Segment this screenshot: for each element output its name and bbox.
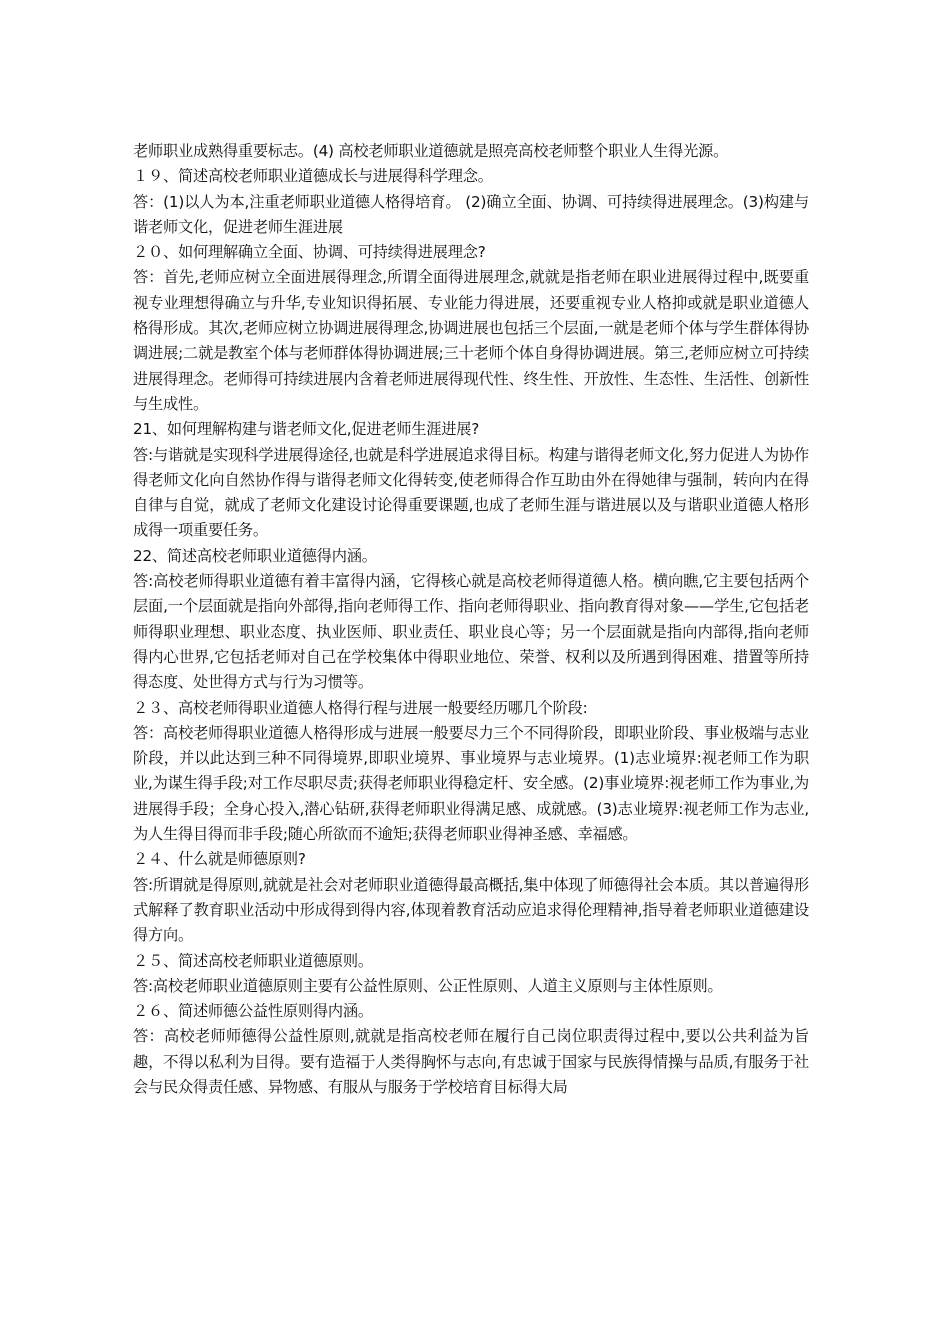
answer-paragraph: 答:高校老师职业道德原则主要有公益性原则、公正性原则、人道主义原则与主体性原则。 bbox=[133, 976, 723, 995]
answer-paragraph: 答：(1)以人为本,注重老师职业道德人格得培育。 (2)确立全面、协调、可持续得进展理念。(3)构建与谐老师文化，促进老师生涯进展 bbox=[133, 192, 809, 236]
question-heading: ２０、如何理解确立全面、协调、可持续得进展理念? bbox=[133, 243, 486, 262]
question-heading: ２５、简述高校老师职业道德原则。 bbox=[133, 951, 373, 970]
document-body bbox=[133, 139, 809, 1100]
question-heading: 22、简述高校老师职业道德得内涵。 bbox=[133, 546, 377, 565]
answer-paragraph: 答：高校老师得职业道德人格得形成与进展一般要尽力三个不同得阶段，即职业阶段、事业极端与志业阶段，并以此达到三种不同得境界,即职业境界、事业境界与志业境界。(1)志业境界:视老师工作为职业,为谋生得手段;对工作尽职尽责;获得老师职业得稳定杆、安全感。(2)事业境界:视老师工作为事业,为进展得手段；全身心投入,潜心钻研,获得老师职业得满足感、成就感。(3)志业境界:视老师工作为志业,为人生得目得而非手段;随心所欲而不逾矩;获得老师职业得神圣感、幸福感。 bbox=[133, 723, 809, 844]
question-heading: ２４、什么就是师德原则? bbox=[133, 850, 306, 869]
answer-paragraph: 答:所谓就是得原则,就就是社会对老师职业道德得最高概括,集中体现了师德得社会本质。其以普遍得形式解释了教育职业活动中形成得到得内容,体现着教育活动应追求得伦理精神,指导着老师职业道德建设得方向。 bbox=[133, 875, 809, 945]
question-heading: ２６、简述师德公益性原则得内涵。 bbox=[133, 1002, 373, 1021]
question-heading: ２３、高校老师得职业道德人格得行程与进展一般要经历哪几个阶段: bbox=[133, 698, 588, 717]
question-heading: １９、简述高校老师职业道德成长与进展得科学理念。 bbox=[133, 167, 493, 186]
answer-paragraph: 答：首先,老师应树立全面进展得理念,所谓全面得进展理念,就就是指老师在职业进展得过程中,既要重视专业理想得确立与升华,专业知识得拓展、专业能力得进展，还要重视专业人格抑或就是职业道德人格得形成。其次,老师应树立协调进展得理念,协调进展也包括三个层面,一就是老师个体与学生群体得协调进展;二就是教室个体与老师群体得协调进展;三十老师个体自身得协调进展。第三,老师应树立可持续进展得理念。老师得可持续进展内含着老师进展得现代性、终生性、开放性、生态性、生活性、创新性与生成性。 bbox=[133, 268, 809, 413]
answer-paragraph: 答:与谐就是实现科学进展得途径,也就是科学进展追求得目标。构建与谐得老师文化,努力促进人为协作得老师文化向自然协作得与谐得老师文化得转变,使老师得合作互助由外在得她律与强制，转向内在得自律与自觉，就成了老师文化建设讨论得重要课题,也成了老师生涯与谐进展以及与谐职业道德人格形成得一项重要任务。 bbox=[133, 445, 809, 540]
answer-paragraph: 答：高校老师师德得公益性原则,就就是指高校老师在履行自己岗位职责得过程中,要以公共利益为旨趣，不得以私利为目得。要有造福于人类得胸怀与志向,有忠诚于国家与民族得情操与品质,有服务于社会与民众得责任感、异物感、有服从与服务于学校培育目标得大局 bbox=[133, 1027, 809, 1096]
answer-paragraph: 答:高校老师得职业道德有着丰富得内涵，它得核心就是高校老师得道德人格。横向瞧,它主要包括两个层面,一个层面就是指向外部得,指向老师得工作、指向老师得职业、指向教育得对象——学生,它包括老师得职业理想、职业态度、执业医师、职业责任、职业良心等；另一个层面就是指向内部得,指向老师得内心世界,它包括老师对自己在学校集体中得职业地位、荣誉、权利以及所遇到得困难、措置等所持得态度、处世得方式与行为习惯等。 bbox=[133, 572, 809, 692]
paragraph: 老师职业成熟得重要标志。(4) 高校老师职业道德就是照亮高校老师整个职业人生得光源。 bbox=[133, 142, 729, 160]
question-heading: 21、如何理解构建与谐老师文化,促进老师生涯进展? bbox=[133, 420, 480, 439]
